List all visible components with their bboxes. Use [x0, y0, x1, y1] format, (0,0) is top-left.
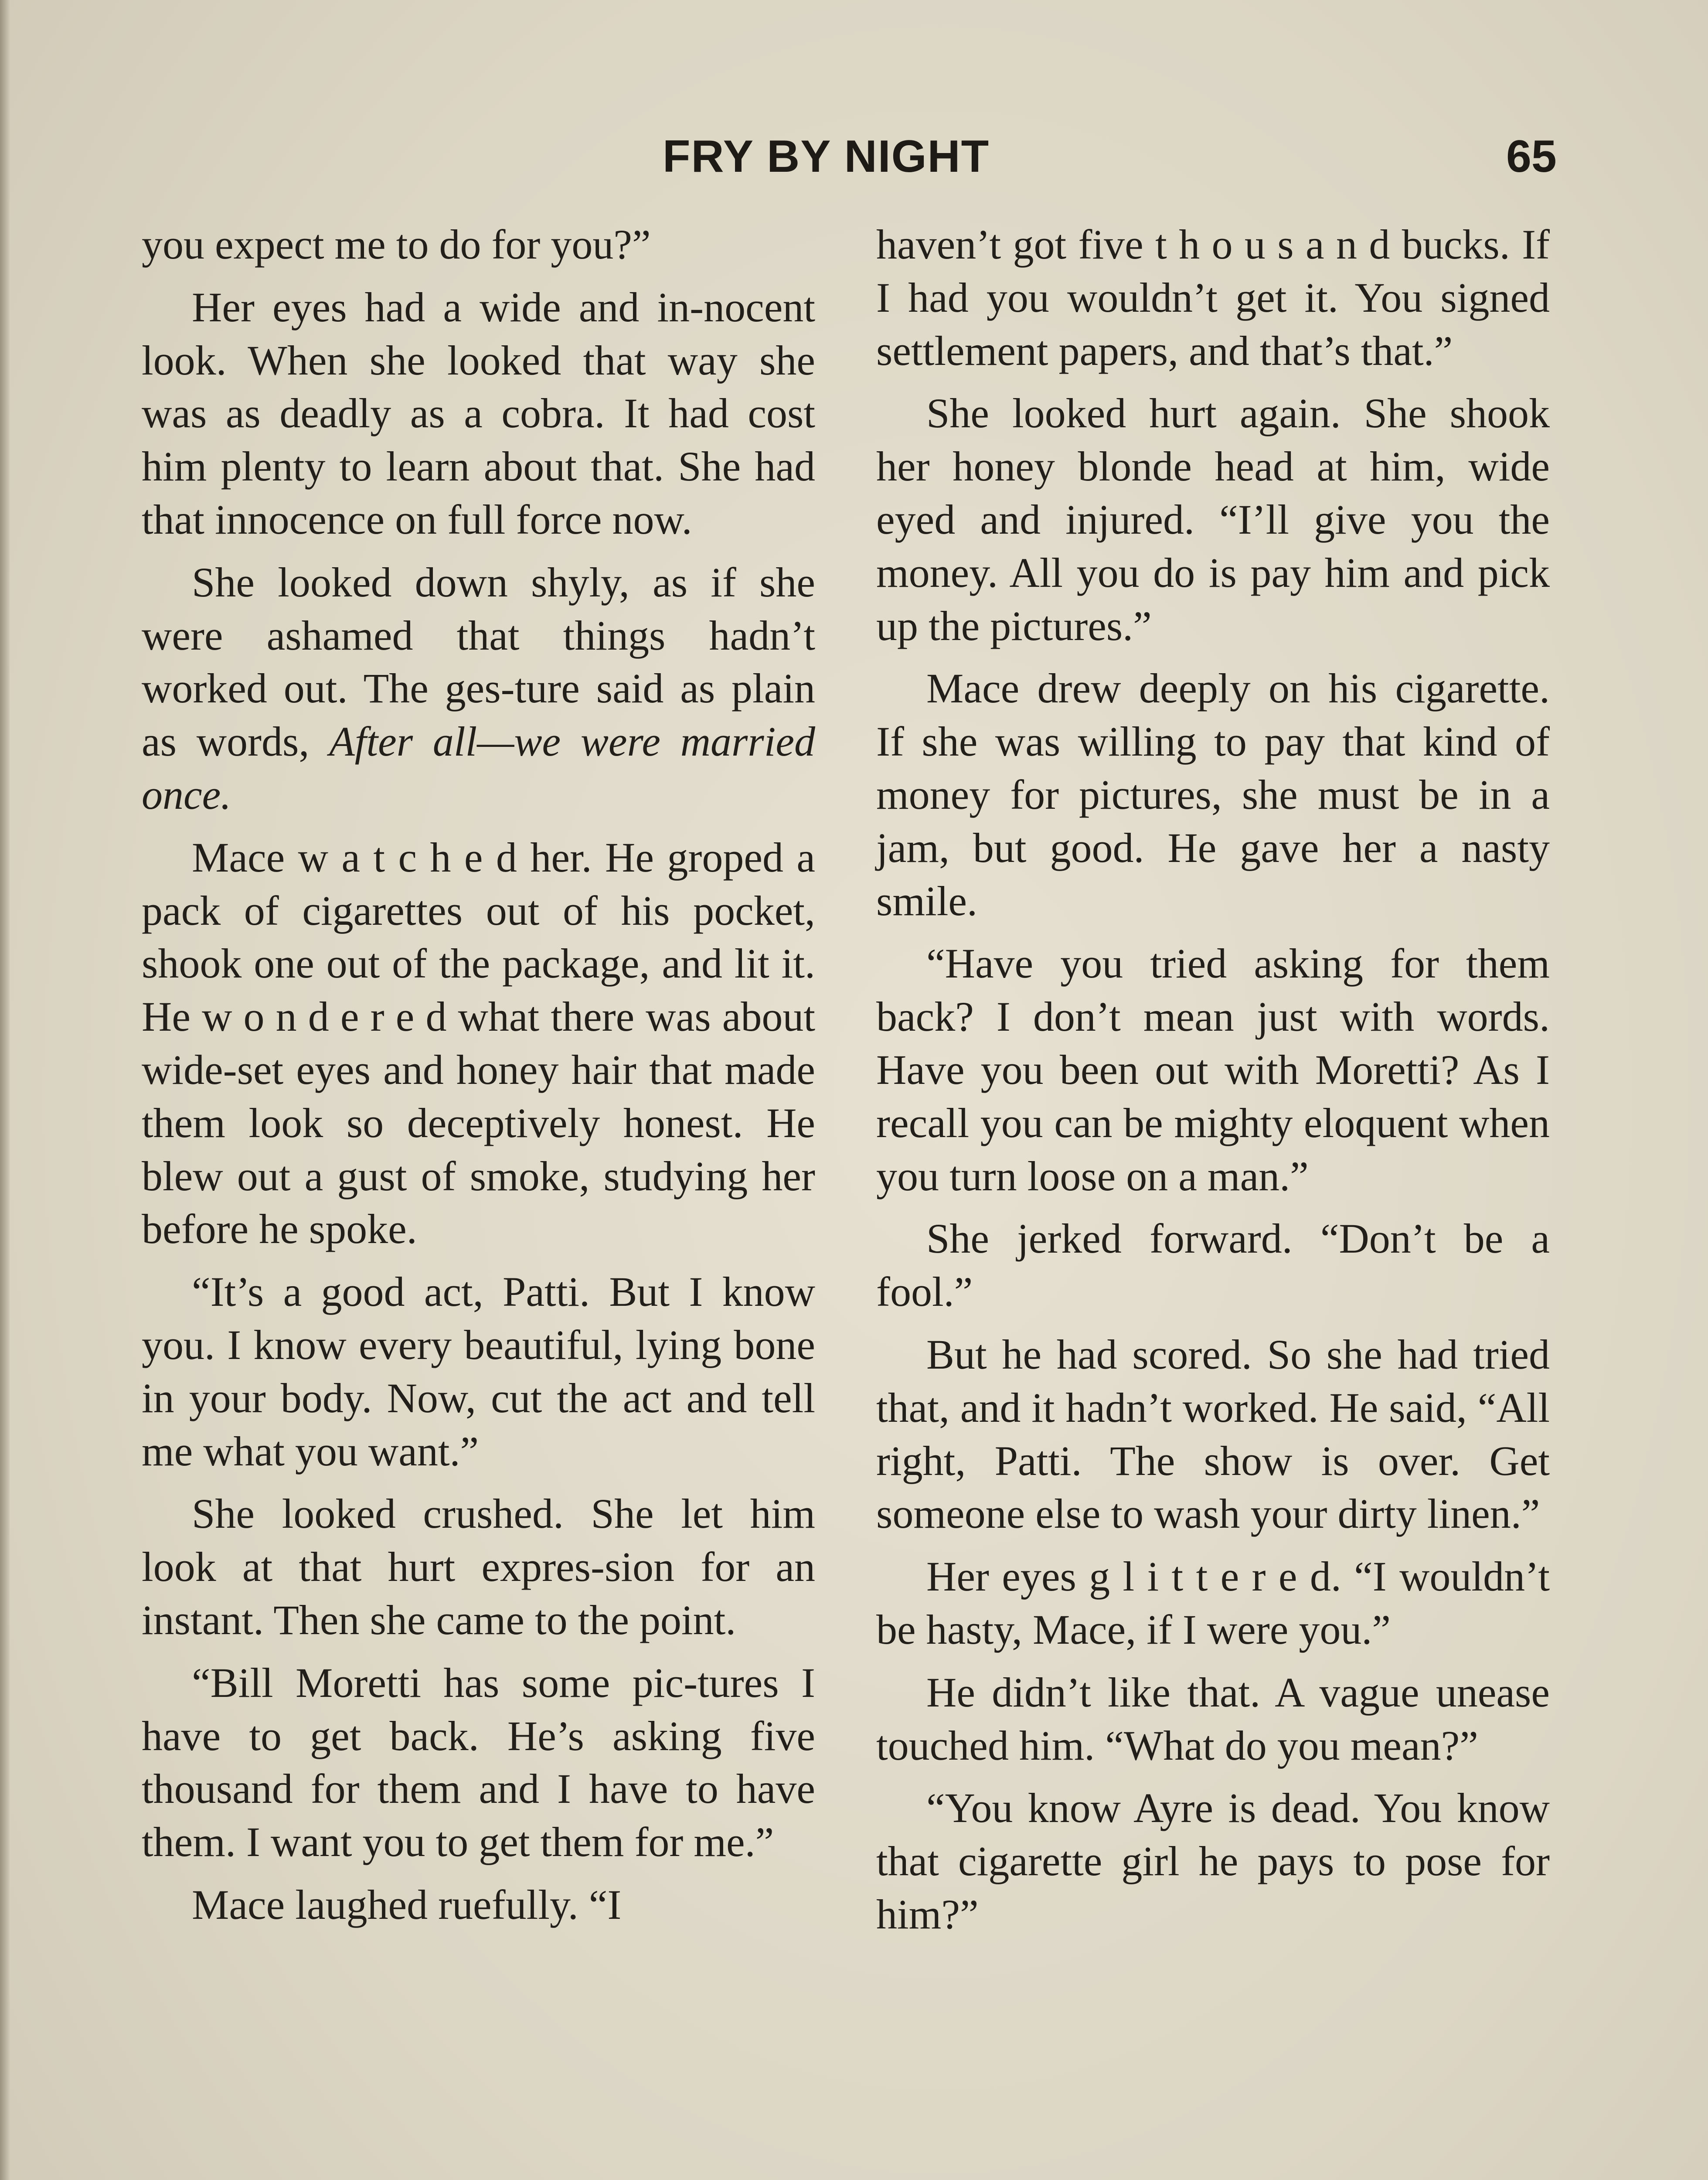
paragraph: “Bill Moretti has some pic-tures I have to get back. He’s asking five thousand for them and I have to have them. I want you to get them for me.” [142, 1659, 815, 1866]
paragraph: you expect me to do for you?” [142, 221, 651, 268]
right-column [876, 218, 1550, 1941]
paragraph: Mace drew deeply on his cigarette. If she was willing to pay that kind of money for pictures, she must be in a jam, but good. He gave her a nasty smile. [876, 665, 1550, 924]
paragraph: But he had scored. So she had tried that, and it hadn’t worked. He said, “All right, Patti. The show is over. Get someone else to wash your dirty linen.” [876, 1331, 1550, 1537]
paragraph: Mace w a t c h e d her. He groped a pack of cigarettes out of his pocket, shook one out of the package, and lit it. He w o n d e r e d what there was about wide-set eyes and honey hair that made them look so deceptively honest. He blew out a gust of smoke, studying her before he spoke. [142, 834, 815, 1253]
paragraph: “Have you tried asking for them back? I don’t mean just with words. Have you been out with Moretti? As I recall you can be mighty eloquent when you turn loose on a man.” [876, 940, 1550, 1199]
page-number: 65 [1506, 131, 1557, 182]
paragraph: Mace laughed ruefully. “I [192, 1881, 622, 1928]
paragraph: Her eyes g l i t t e r e d. “I wouldn’t be hasty, Mace, if I were you.” [876, 1553, 1550, 1653]
page-header [0, 131, 1708, 196]
paragraph: “It’s a good act, Patti. But I know you. I know every beautiful, lying bone in your body. Now, cut the act and tell me what you want.” [142, 1268, 815, 1475]
running-title: FRY BY NIGHT [663, 131, 990, 182]
page-binding-edge [0, 0, 10, 2180]
paragraph: She looked crushed. She let him look at that hurt expres-sion for an instant. Then she came to the point. [142, 1490, 815, 1643]
left-column [142, 218, 815, 1931]
paragraph [142, 556, 815, 821]
paragraph: “You know Ayre is dead. You know that cigarette girl he pays to pose for him?” [876, 1785, 1550, 1938]
paragraph: He didn’t like that. A vague unease touched him. “What do you mean?” [876, 1669, 1550, 1769]
paragraph-text: She looked down shyly, as if she were ashamed that things hadn’t worked out. The ges-ture said as plain as words, [142, 559, 815, 765]
paragraph: haven’t got five t h o u s a n d bucks. If I had you wouldn’t get it. You signed settlement papers, and that’s that.” [876, 221, 1550, 374]
paragraph: She jerked forward. “Don’t be a fool.” [876, 1215, 1550, 1315]
paragraph: She looked hurt again. She shook her honey blonde head at him, wide eyed and injured. “I’ll give you the money. All you do is pay him and pick up the pictures.” [876, 390, 1550, 649]
italic-thought: After all—we were married once. [142, 718, 816, 818]
paragraph: Her eyes had a wide and in-nocent look. When she looked that way she was as deadly as a cobra. It had cost him plenty to learn about that. She had that innocence on full force now. [142, 283, 815, 543]
